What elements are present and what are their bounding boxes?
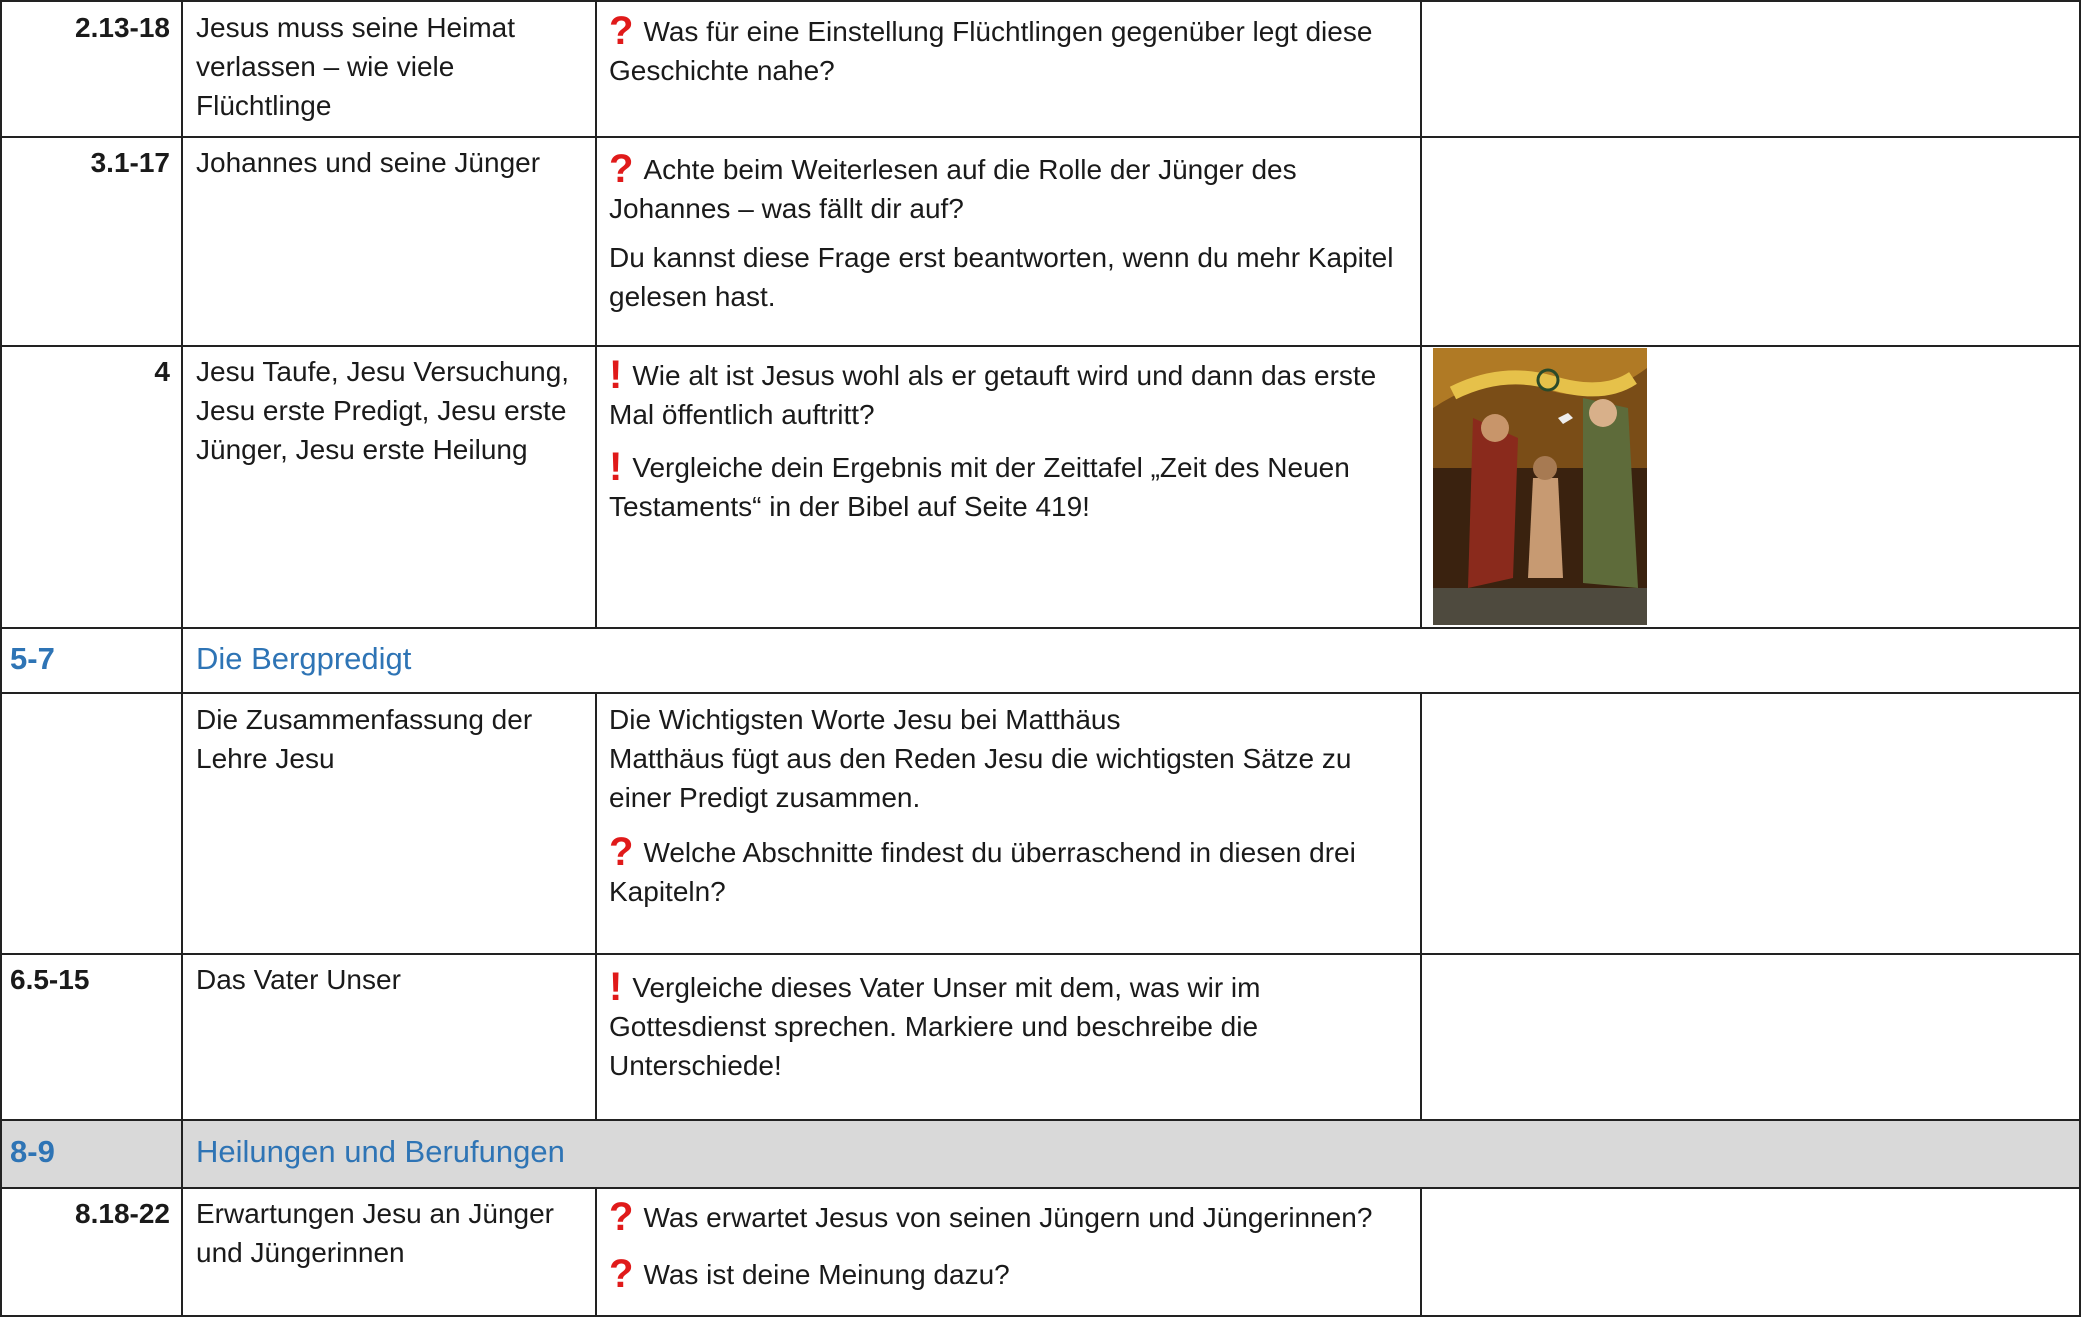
row-topic: Jesu Taufe, Jesu Versuchung, Jesu erste Predigt, Jesu erste Jünger, Jesu erste Heilung [196,356,570,465]
row-task [609,9,1409,90]
row-ref: 4 [154,356,170,387]
exclamation-mark-icon: ! [609,965,623,1009]
row-task [609,147,1409,316]
task-text: Du kannst diese Frage erst beantworten, wenn du mehr Kapitel gelesen hast. [609,242,1394,312]
column-divider [595,0,597,628]
task-text: Achte beim Weiterlesen auf die Rolle der Jünger des Johannes – was fällt dir auf? [609,154,1297,224]
section-title: Die Bergpredigt [196,641,412,676]
section-ref: 5-7 [10,641,55,676]
question-mark-icon: ? [609,1252,634,1296]
row-task [609,965,1409,1085]
task-paragraph [609,700,1409,739]
task-paragraph [609,1252,1409,1296]
row-ref: 3.1-17 [90,147,170,178]
column-divider [181,1187,183,1317]
task-text: Welche Abschnitte findest du überraschend in diesen drei Kapiteln? [609,837,1356,907]
column-divider [181,627,183,693]
row-topic: Jesus muss seine Heimat verlassen – wie viele Flüchtlinge [196,12,516,121]
row-topic: Erwartungen Jesu an Jünger und Jüngerinnen [196,1198,554,1268]
section-ref: 8-9 [10,1134,55,1169]
question-mark-icon: ? [609,147,634,191]
column-divider [1420,1187,1422,1317]
row-divider [0,136,2081,138]
table-border-right [2079,0,2081,1317]
row-divider [0,1119,2081,1121]
row-ref: 8.18-22 [75,1198,170,1229]
task-paragraph [609,830,1409,911]
question-mark-icon: ? [609,1195,634,1239]
task-text: Vergleiche dieses Vater Unser mit dem, was wir im Gottesdienst sprechen. Markiere und beschreibe die Unterschiede! [609,972,1261,1081]
task-paragraph [609,238,1409,316]
section-title: Heilungen und Berufungen [196,1134,565,1169]
row-divider [0,953,2081,955]
row-task [609,353,1409,526]
column-divider [595,1187,597,1317]
exclamation-mark-icon: ! [609,445,623,489]
task-text: Was ist deine Meinung dazu? [643,1259,1010,1290]
task-text: Matthäus fügt aus den Reden Jesu die wichtigsten Sätze zu einer Predigt zusammen. [609,743,1352,813]
column-divider [181,692,183,1120]
task-paragraph [609,147,1409,228]
row-task [609,1195,1409,1296]
task-paragraph [609,739,1409,817]
task-paragraph [609,965,1409,1085]
task-paragraph [609,353,1409,434]
task-paragraph [609,445,1409,526]
row-divider [0,627,2081,629]
question-mark-icon: ? [609,830,634,874]
row-divider [0,0,2081,2]
task-paragraph [609,9,1409,90]
task-text: Wie alt ist Jesus wohl als er getauft wird und dann das erste Mal öffentlich auftritt? [609,360,1377,430]
row-divider [0,1187,2081,1189]
row-ref: 2.13-18 [75,12,170,43]
row-topic: Das Vater Unser [196,964,401,995]
column-divider [181,1119,183,1188]
column-divider [595,692,597,1120]
task-text: Die Wichtigsten Worte Jesu bei Matthäus [609,704,1121,735]
task-paragraph [609,1195,1409,1239]
column-divider [1420,692,1422,1120]
row-ref: 6.5-15 [10,964,90,995]
row-task [609,700,1409,911]
baptism-of-jesus-painting [1433,348,1647,625]
row-topic: Die Zusammenfassung der Lehre Jesu [196,704,533,774]
row-divider [0,345,2081,347]
column-divider [181,0,183,628]
column-divider [1420,0,1422,628]
task-text: Vergleiche dein Ergebnis mit der Zeittafel „Zeit des Neuen Testaments“ in der Bibel auf Seite 419! [609,452,1350,522]
row-topic: Johannes und seine Jünger [196,147,541,178]
task-text: Was für eine Einstellung Flüchtlingen gegenüber legt diese Geschichte nahe? [609,16,1373,86]
table-border-left [0,0,2,1317]
row-divider [0,692,2081,694]
exclamation-mark-icon: ! [609,353,623,397]
question-mark-icon: ? [609,9,634,53]
task-text: Was erwartet Jesus von seinen Jüngern und Jüngerinnen? [643,1202,1373,1233]
